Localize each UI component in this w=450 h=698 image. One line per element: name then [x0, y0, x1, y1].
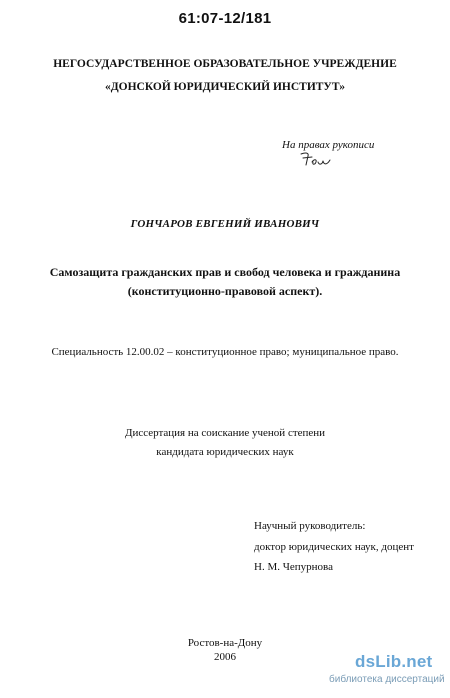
- dissertation-title-line-2: (конституционно-правовой аспект).: [127, 284, 323, 298]
- dissertation-title-line-1: Самозащита гражданских прав и свобод человека и гражданина: [49, 265, 401, 279]
- watermark-logo[interactable]: dsLib.net: [355, 652, 433, 671]
- watermark-subtitle: библиотека диссертаций: [329, 674, 445, 685]
- institution-line-1: НЕГОСУДАРСТВЕННОЕ ОБРАЗОВАТЕЛЬНОЕ УЧРЕЖДЕНИЕ: [53, 58, 397, 70]
- supervisor-name: Н. М. Чепурнова: [254, 561, 333, 573]
- degree-line-1: Диссертация на соискание ученой степени: [124, 427, 326, 439]
- city: Ростов-на-Дону: [187, 637, 263, 649]
- author-name: ГОНЧАРОВ ЕВГЕНИЙ ИВАНОВИЧ: [130, 218, 320, 230]
- watermark[interactable]: [329, 652, 447, 694]
- archive-code: 61:07-12/181: [178, 10, 272, 27]
- year: 2006: [214, 651, 236, 663]
- specialty-line: Специальность 12.00.02 – конституционное право; муниципальное право.: [51, 346, 399, 358]
- degree-line-2: кандидата юридических наук: [156, 446, 294, 458]
- supervisor-title: Научный руководитель:: [254, 520, 366, 532]
- handwritten-signature: [298, 150, 332, 170]
- institution-line-2: «ДОНСКОЙ ЮРИДИЧЕСКИЙ ИНСТИТУТ»: [104, 81, 345, 93]
- manuscript-note: На правах рукописи: [282, 139, 375, 151]
- supervisor-degree: доктор юридических наук, доцент: [254, 541, 414, 553]
